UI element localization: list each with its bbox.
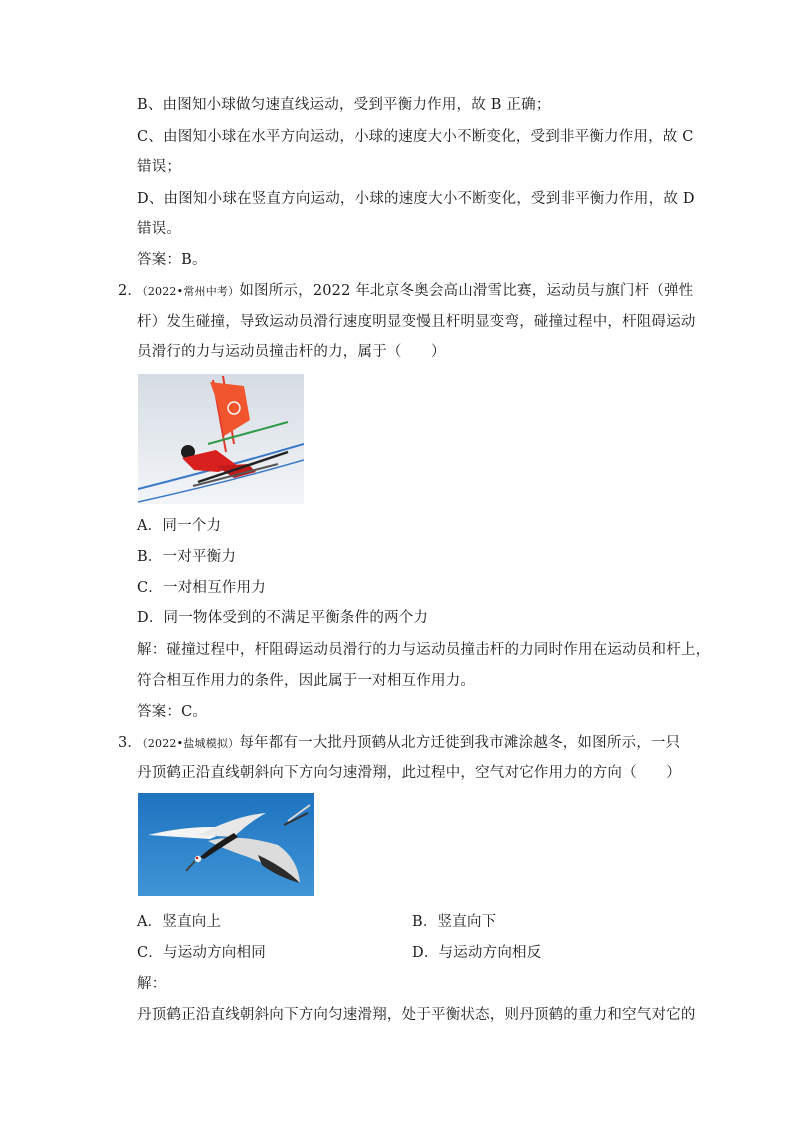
q3-stem-text: 每年都有一大批丹顶鹤从北方迁徙到我市滩涂越冬，如图所示，一只 xyxy=(239,735,681,751)
crane-figure xyxy=(138,793,314,896)
q1-option-b-analysis: B、由图知小球做匀速直线运动，受到平衡力作用，故 B 正确； xyxy=(137,97,551,113)
q3-source-tag: （2022•盐城模拟） xyxy=(142,737,240,750)
q1-option-d-analysis-cont: 错误。 xyxy=(137,221,182,237)
q3-option-a: A．竖直向上 xyxy=(137,914,222,930)
q3-number: 3． xyxy=(118,735,143,751)
q3-option-b: B．竖直向下 xyxy=(412,914,497,930)
q2-number: 2． xyxy=(118,283,143,299)
q3-stem-line-1 xyxy=(118,733,680,754)
q2-solution-line-1: 解：碰撞过程中，杆阻碍运动员滑行的力与运动员撞击杆的力同时作用在运动员和杆上， xyxy=(137,642,711,658)
q2-source-tag: （2022•常州中考） xyxy=(142,285,240,298)
q2-stem-text: 如图所示，2022 年北京冬奥会高山滑雪比赛，运动员与旗门杆（弹性 xyxy=(239,283,694,299)
q2-stem-line-2: 杆）发生碰撞，导致运动员滑行速度明显变慢且杆明显变弯，碰撞过程中，杆阻碍运动 xyxy=(137,314,696,330)
q2-stem-line-1 xyxy=(118,281,693,302)
q2-stem-line-3: 员滑行的力与运动员撞击杆的力，属于（ ） xyxy=(137,344,446,360)
q1-option-c-analysis: C、由图知小球在水平方向运动，小球的速度大小不断变化，受到非平衡力作用，故 C xyxy=(137,129,694,145)
q2-option-b: B．一对平衡力 xyxy=(137,549,237,565)
crane-image xyxy=(138,793,314,896)
q2-option-c: C．一对相互作用力 xyxy=(137,580,266,596)
q1-option-d-analysis: D、由图知小球在竖直方向运动，小球的速度大小不断变化，受到非平衡力作用，故 D xyxy=(137,191,695,207)
skier-image xyxy=(138,374,304,504)
q1-answer: 答案：B。 xyxy=(137,252,207,268)
q3-option-c: C．与运动方向相同 xyxy=(137,945,266,961)
q2-option-a: A．同一个力 xyxy=(137,518,222,534)
q3-option-d: D．与运动方向相反 xyxy=(412,945,542,961)
skier-figure xyxy=(138,374,304,504)
q2-answer: 答案：C。 xyxy=(137,704,208,720)
q3-stem-line-2: 丹顶鹤正沿直线朝斜向下方向匀速滑翔，此过程中，空气对它作用力的方向（ ） xyxy=(137,765,681,781)
q2-solution-line-2: 符合相互作用力的条件，因此属于一对相互作用力。 xyxy=(137,673,476,689)
q2-option-d: D．同一物体受到的不满足平衡条件的两个力 xyxy=(137,610,429,626)
q3-solution-label: 解： xyxy=(137,976,167,992)
q1-option-c-analysis-cont: 错误； xyxy=(137,159,182,175)
q3-solution-line-1: 丹顶鹤正沿直线朝斜向下方向匀速滑翔，处于平衡状态，则丹顶鹤的重力和空气对它的 xyxy=(137,1007,696,1023)
